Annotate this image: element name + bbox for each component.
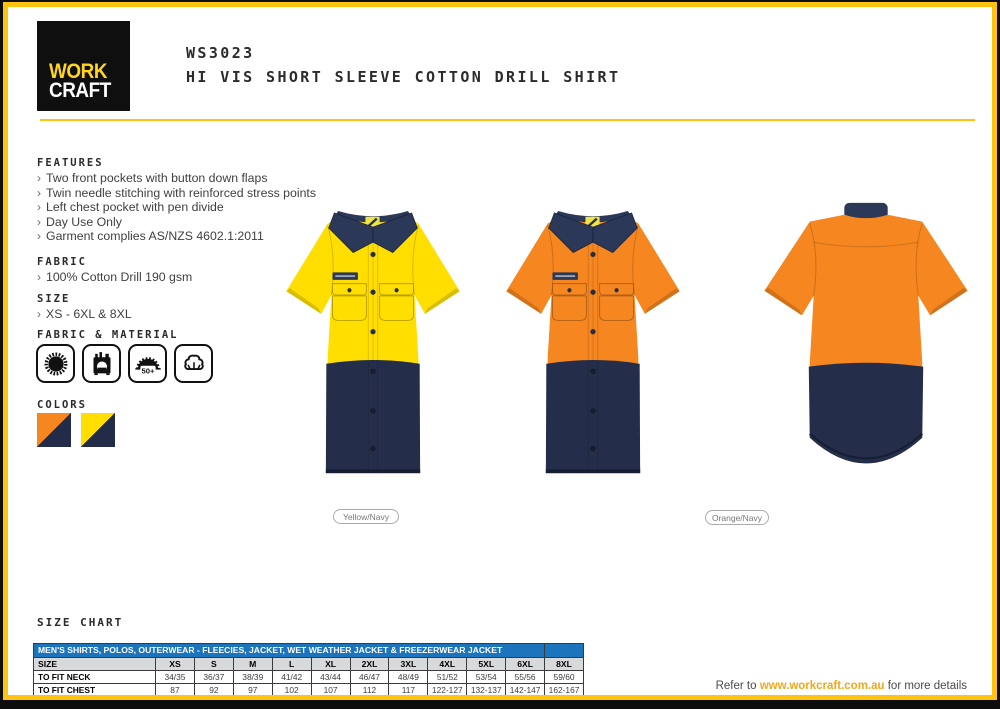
size-column-header: 2XL (350, 658, 389, 671)
chevron-bullet: › (37, 185, 41, 200)
size-cell: 43/44 (311, 671, 350, 684)
size-column-header: 8XL (545, 658, 584, 671)
bullet-list-item (37, 171, 316, 186)
size-list (37, 307, 132, 322)
size-column-header: M (233, 658, 272, 671)
size-column-header: L (272, 658, 311, 671)
size-chart-banner-extension (545, 644, 584, 658)
footer-note (716, 680, 967, 692)
list-item-text: XS - 6XL & 8XL (46, 307, 132, 321)
size-column-header: 5XL (467, 658, 506, 671)
product-name: HI VIS SHORT SLEEVE COTTON DRILL SHIRT (186, 68, 621, 86)
chevron-bullet: › (37, 229, 41, 244)
shirt-front-yellow-navy-image (274, 193, 472, 495)
colorway-label-orange-navy: Orange/Navy (705, 510, 769, 525)
size-column-header: S (194, 658, 233, 671)
size-row-label: TO FIT CHEST (34, 684, 156, 697)
list-item-text: 100% Cotton Drill 190 gsm (46, 270, 193, 284)
size-cell: 132-137 (467, 684, 506, 697)
size-cell: 36/37 (194, 671, 233, 684)
size-cell: 122-127 (428, 684, 467, 697)
size-cell: 87 (156, 684, 195, 697)
size-column-header: SIZE (34, 658, 156, 671)
fabric-heading: FABRIC (37, 256, 87, 268)
machine-wash-icon (82, 344, 121, 383)
size-cell: 59/60 (545, 671, 584, 684)
size-chart-header-row (34, 658, 584, 671)
product-code: WS3023 (186, 44, 255, 62)
size-cell: 48/49 (389, 671, 428, 684)
fabric-material-icons (36, 344, 213, 383)
color-swatches (37, 413, 115, 447)
size-chart-banner-row (34, 644, 584, 658)
workcraft-website-link[interactable]: www.workcraft.com.au (759, 680, 885, 692)
list-item-text: Twin needle stitching with reinforced stress points (46, 185, 316, 200)
footer-prefix: Refer to (715, 680, 760, 692)
color-swatch-orange-navy (37, 413, 71, 447)
size-cell: 92 (194, 684, 233, 697)
size-cell: 107 (311, 684, 350, 697)
product-title-block (186, 44, 620, 86)
header-divider-line (40, 119, 975, 121)
chevron-bullet: › (37, 200, 41, 215)
size-cell: 34/35 (156, 671, 195, 684)
chevron-bullet: › (37, 214, 41, 229)
footer-suffix: for more details (884, 680, 967, 692)
bullet-list-item (37, 307, 132, 322)
list-item-text: Left chest pocket with pen divide (46, 200, 224, 215)
size-chart-banner: MEN'S SHIRTS, POLOS, OUTERWEAR - FLEECIES, JACKET, WET WEATHER JACKET & FREEZERWEAR JACKET (34, 644, 545, 658)
fabric-list (37, 270, 192, 285)
size-cell: 112 (350, 684, 389, 697)
size-chart-row (34, 671, 584, 684)
size-row-label: TO FIT NECK (34, 671, 156, 684)
size-cell: 117 (389, 684, 428, 697)
size-column-header: 4XL (428, 658, 467, 671)
size-chart-row (34, 684, 584, 697)
upf-50-label: 50+ (141, 365, 154, 375)
chevron-bullet: › (37, 307, 41, 321)
size-column-header: 3XL (389, 658, 428, 671)
colorway-label-yellow-navy: Yellow/Navy (333, 509, 399, 524)
list-item-text: Garment complies AS/NZS 4602.1:2011 (46, 229, 264, 244)
chevron-bullet: › (37, 171, 41, 185)
size-cell: 102 (272, 684, 311, 697)
size-chart-table (33, 643, 584, 697)
size-cell: 38/39 (233, 671, 272, 684)
list-item-text: Two front pockets with button down flaps (46, 171, 268, 185)
chevron-bullet: › (37, 270, 41, 284)
features-heading: FEATURES (37, 157, 104, 169)
size-chart-heading: SIZE CHART (37, 616, 124, 629)
upf-50-icon (128, 344, 167, 383)
shirt-back-orange-navy-image (748, 195, 984, 491)
workcraft-logo (37, 21, 130, 111)
size-cell: 53/54 (467, 671, 506, 684)
size-cell: 41/42 (272, 671, 311, 684)
logo-word-craft: CRAFT (49, 79, 111, 102)
shirt-front-orange-navy-image (494, 193, 692, 495)
size-cell: 162-167 (545, 684, 584, 697)
cotton-icon (174, 344, 213, 383)
sun-protection-icon (36, 344, 75, 383)
size-cell: 46/47 (350, 671, 389, 684)
size-cell: 51/52 (428, 671, 467, 684)
size-column-header: 6XL (506, 658, 545, 671)
size-cell: 97 (233, 684, 272, 697)
size-cell: 55/56 (506, 671, 545, 684)
colors-heading: COLORS (37, 399, 87, 411)
bullet-list-item (37, 270, 192, 285)
size-cell: 142-147 (506, 684, 545, 697)
logo-word-work: WORK (49, 60, 108, 83)
size-heading: SIZE (37, 293, 71, 305)
size-column-header: XS (156, 658, 195, 671)
color-swatch-yellow-navy (81, 413, 115, 447)
size-column-header: XL (311, 658, 350, 671)
list-item-text: Day Use Only (46, 214, 122, 229)
fabric-material-heading: FABRIC & MATERIAL (37, 329, 179, 341)
